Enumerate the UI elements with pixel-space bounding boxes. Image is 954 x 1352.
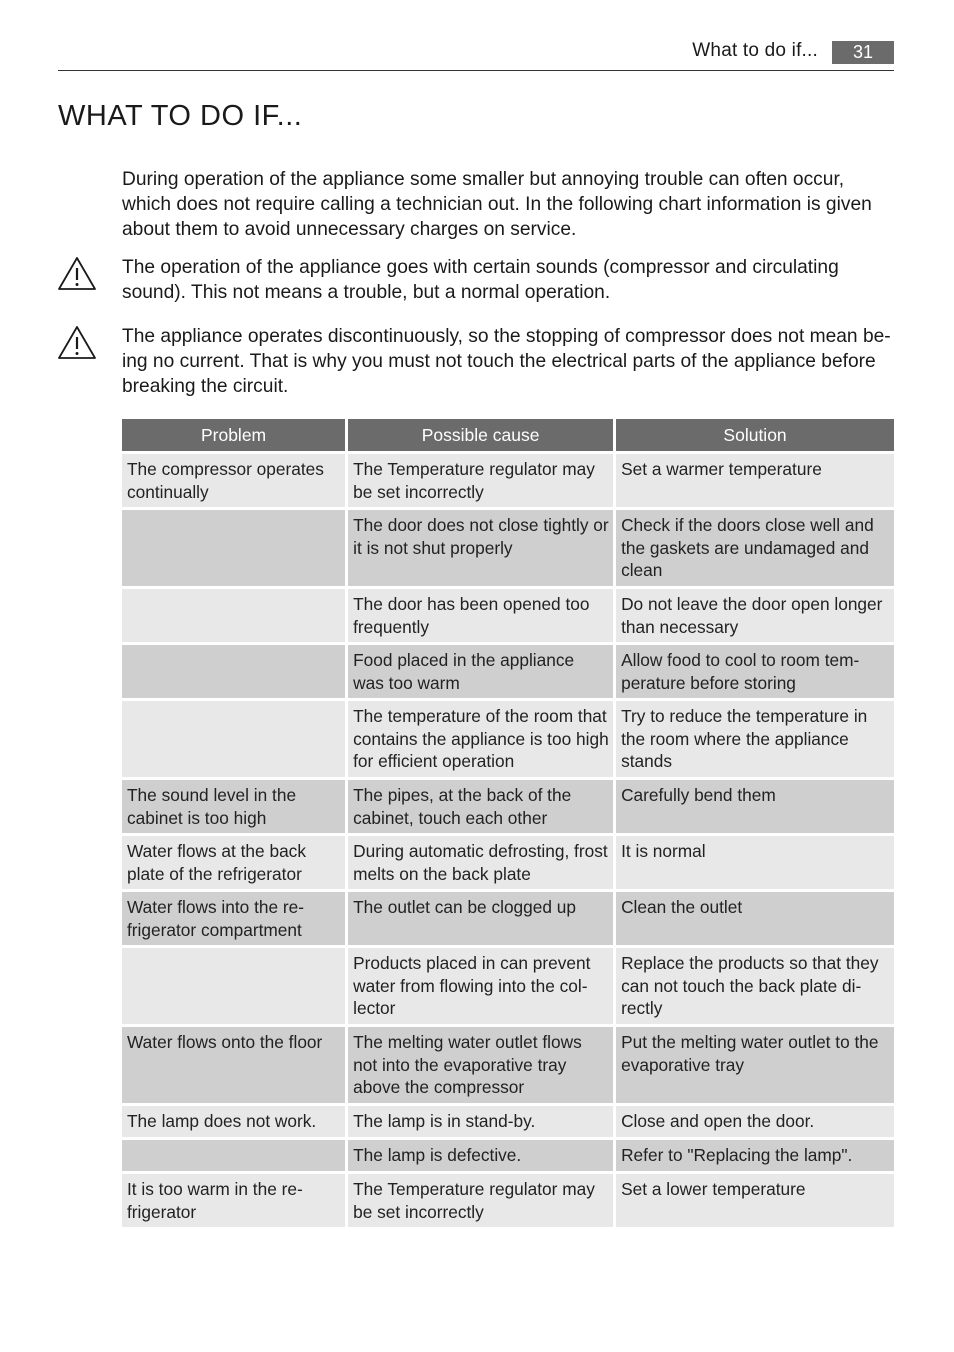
problem-cell: Water flows at the back plate of the refrigerator bbox=[122, 836, 345, 889]
warning-icon bbox=[57, 256, 97, 292]
column-header-problem: Problem bbox=[122, 419, 345, 451]
table-row bbox=[122, 780, 894, 833]
solution-cell: Set a warmer temperature bbox=[616, 454, 894, 507]
table-header-row bbox=[122, 419, 894, 451]
problem-cell: The lamp does not work. bbox=[122, 1106, 345, 1137]
solution-cell: Replace the products so that they can not touch the back plate di-rectly bbox=[616, 948, 894, 1024]
problem-cell bbox=[122, 948, 345, 1024]
cause-cell: The temperature of the room that contains the appliance is too high for efficient operation bbox=[348, 701, 613, 777]
cause-cell: Food placed in the appliance was too warm bbox=[348, 645, 613, 698]
problem-cell: It is too warm in the re-frigerator bbox=[122, 1174, 345, 1227]
solution-cell: Refer to "Replacing the lamp". bbox=[616, 1140, 894, 1171]
cause-cell: The door has been opened too frequently bbox=[348, 589, 613, 642]
problem-cell bbox=[122, 701, 345, 777]
page-title: WHAT TO DO IF... bbox=[58, 100, 303, 132]
table-row bbox=[122, 1174, 894, 1227]
warning-icon bbox=[57, 325, 97, 361]
solution-cell: Check if the doors close well and the gaskets are undamaged and clean bbox=[616, 510, 894, 586]
column-header-cause: Possible cause bbox=[348, 419, 613, 451]
cause-cell: Products placed in can prevent water from flowing into the col-lector bbox=[348, 948, 613, 1024]
table-row bbox=[122, 454, 894, 507]
cause-cell: The door does not close tightly or it is not shut properly bbox=[348, 510, 613, 586]
cause-cell: During automatic defrosting, frost melts on the back plate bbox=[348, 836, 613, 889]
table-row bbox=[122, 1140, 894, 1171]
troubleshooting-table bbox=[122, 419, 894, 1230]
cause-cell: The melting water outlet flows not into the evaporative tray above the compressor bbox=[348, 1027, 613, 1103]
section-title: What to do if... bbox=[692, 40, 818, 61]
problem-cell bbox=[122, 589, 345, 642]
problem-cell bbox=[122, 645, 345, 698]
solution-cell: Set a lower temperature bbox=[616, 1174, 894, 1227]
table-row bbox=[122, 1106, 894, 1137]
cause-cell: The Temperature regulator may be set incorrectly bbox=[348, 454, 613, 507]
problem-cell: Water flows onto the floor bbox=[122, 1027, 345, 1103]
solution-cell: Do not leave the door open longer than necessary bbox=[616, 589, 894, 642]
page-number: 31 bbox=[832, 41, 894, 64]
table-row bbox=[122, 892, 894, 945]
problem-cell bbox=[122, 510, 345, 586]
table-row bbox=[122, 948, 894, 1024]
solution-cell: It is normal bbox=[616, 836, 894, 889]
problem-cell: The sound level in the cabinet is too high bbox=[122, 780, 345, 833]
warning-text: The operation of the appliance goes with certain sounds (compressor and circulating sound). This not means a trouble, but a normal operation. bbox=[122, 257, 839, 303]
table-row bbox=[122, 589, 894, 642]
cause-cell: The pipes, at the back of the cabinet, touch each other bbox=[348, 780, 613, 833]
solution-cell: Try to reduce the temperature in the room where the appliance stands bbox=[616, 701, 894, 777]
table-row bbox=[122, 836, 894, 889]
intro-paragraph: During operation of the appliance some smaller but annoying trouble can often occur, which does not require calling a technician out. In the following chart information is given about them to avoid unnecessary charges on service. bbox=[122, 169, 872, 240]
solution-cell: Clean the outlet bbox=[616, 892, 894, 945]
column-header-solution: Solution bbox=[616, 419, 894, 451]
solution-cell: Allow food to cool to room tem-perature before storing bbox=[616, 645, 894, 698]
solution-cell: Close and open the door. bbox=[616, 1106, 894, 1137]
cause-cell: The outlet can be clogged up bbox=[348, 892, 613, 945]
cause-cell: The lamp is in stand-by. bbox=[348, 1106, 613, 1137]
problem-cell: The compressor operates continually bbox=[122, 454, 345, 507]
solution-cell: Put the melting water outlet to the evaporative tray bbox=[616, 1027, 894, 1103]
solution-cell: Carefully bend them bbox=[616, 780, 894, 833]
page-header bbox=[58, 38, 894, 71]
cause-cell: The Temperature regulator may be set incorrectly bbox=[348, 1174, 613, 1227]
table-row bbox=[122, 701, 894, 777]
cause-cell: The lamp is defective. bbox=[348, 1140, 613, 1171]
problem-cell: Water flows into the re-frigerator compartment bbox=[122, 892, 345, 945]
table-row bbox=[122, 1027, 894, 1103]
warning-text: The appliance operates discontinuously, so the stopping of compressor does not mean be-ing no current. That is why you must not touch the electrical parts of the appliance before breaking the circuit. bbox=[122, 326, 891, 397]
problem-cell bbox=[122, 1140, 345, 1171]
table-row bbox=[122, 645, 894, 698]
table-row bbox=[122, 510, 894, 586]
